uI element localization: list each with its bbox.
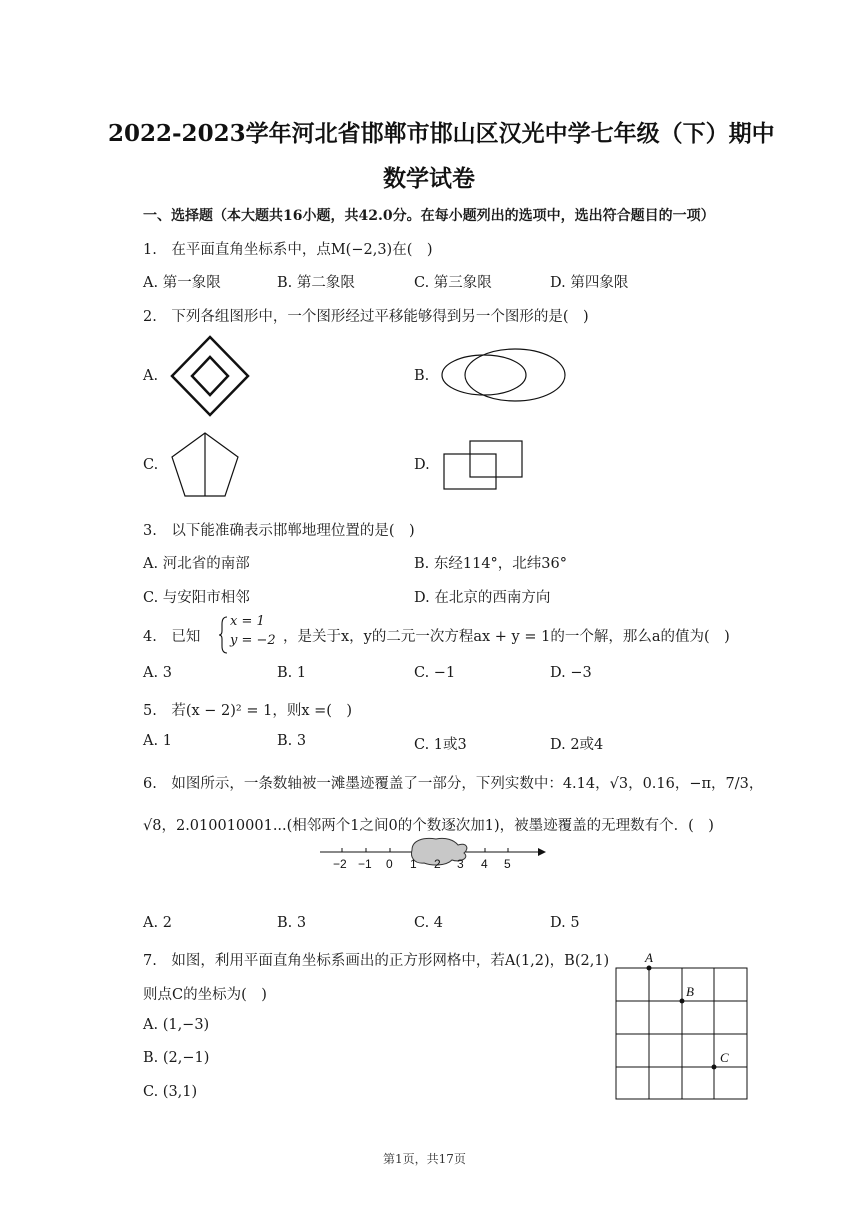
page-title-line1: 2022-2023学年河北省邯郸市邯山区汉光中学七年级（下）期中 [108,120,775,147]
q4-option-a: A. 3 [143,665,172,681]
question-4-suffix: ，是关于x，y的二元一次方程ax + y = 1的一个解，那么a的值为( ) [283,629,730,645]
q3-option-c: C. 与安阳市相邻 [143,590,250,606]
question-7-line1: 7. 如图，利用平面直角坐标系画出的正方形网格中，若A(1,2)，B(2,1) [143,953,610,969]
q4-option-d: D. −3 [550,665,592,681]
q2-option-a: A. [143,368,159,384]
q5-option-b: B. 3 [277,733,307,749]
q7-option-a: A. (1,−3) [143,1017,210,1033]
axis-label-0: 0 [386,857,393,871]
q6-option-a: A. 2 [143,915,172,931]
q2-option-d: D. [414,457,430,473]
q2-figure-b-ellipses [440,347,570,407]
q2-figure-a-nested-diamonds [170,335,250,417]
question-6-line2: √8，2.010010001...(相邻两个1之间0的个数逐次加1)，被墨迹覆盖的无理数有个．( ) [143,818,714,834]
point-a [647,966,652,971]
q6-option-d: D. 5 [550,915,580,931]
axis-label-neg2: −2 [333,857,347,871]
question-2-stem: 2. 下列各组图形中，一个图形经过平移能够得到另一个图形的是( ) [143,309,589,325]
question-6-line1: 6. 如图所示，一条数轴被一滩墨迹覆盖了一部分，下列实数中：4.14，√3，0.16，−π，7/3， [143,776,764,792]
q6-option-b: B. 3 [277,915,307,931]
equation-system-line2: y = −2 [230,633,276,648]
equation-system-line1: x = 1 [230,614,265,629]
label-a: A [645,950,653,965]
page-title-line2: 数学试卷 [383,165,475,192]
q7-option-c: C. (3,1) [143,1084,198,1100]
number-line-figure [320,836,550,876]
q4-option-c: C. −1 [414,665,456,681]
label-c: C [720,1050,729,1065]
point-b [680,999,685,1004]
axis-label-neg1: −1 [358,857,372,871]
q6-option-c: C. 4 [414,915,444,931]
q5-option-a: A. 1 [143,733,172,749]
axis-label-3: 3 [457,857,464,871]
question-1-stem: 1. 在平面直角坐标系中，点M(−2,3)在( ) [143,242,433,258]
axis-label-4: 4 [481,857,488,871]
q1-option-d: D. 第四象限 [550,275,629,291]
q5-option-d: D. 2或4 [550,737,604,753]
q2-option-b: B. [414,368,430,384]
axis-label-1: 1 [410,857,417,871]
page-footer: 第1页，共17页 [383,1152,466,1166]
axis-label-5: 5 [504,857,511,871]
question-5-stem: 5. 若(x − 2)² = 1，则x =( ) [143,703,353,719]
q3-option-d: D. 在北京的西南方向 [414,590,551,606]
q5-option-c: C. 1或3 [414,737,467,753]
equation-system-brace [219,616,229,654]
q2-figure-c-pentagon [169,430,241,500]
question-3-stem: 3. 以下能准确表示邯郸地理位置的是( ) [143,523,415,539]
question-7-line2: 则点C的坐标为( ) [143,987,267,1003]
q1-option-a: A. 第一象限 [143,275,221,291]
q2-figure-d-rectangles [440,438,530,493]
point-c [712,1065,717,1070]
q1-option-b: B. 第二象限 [277,275,355,291]
coordinate-grid-figure [612,950,752,1100]
q2-option-c: C. [143,457,159,473]
label-b: B [686,984,694,999]
q3-option-b: B. 东经114°，北纬36° [414,556,568,572]
q1-option-c: C. 第三象限 [414,275,492,291]
axis-label-2: 2 [434,857,441,871]
question-4-prefix: 4. 已知 [143,629,201,645]
q4-option-b: B. 1 [277,665,307,681]
section-header: 一、选择题（本大题共16小题，共42.0分。在每小题列出的选项中，选出符合题目的一项） [143,208,715,224]
q3-option-a: A. 河北省的南部 [143,556,250,572]
q7-option-b: B. (2,−1) [143,1050,210,1066]
